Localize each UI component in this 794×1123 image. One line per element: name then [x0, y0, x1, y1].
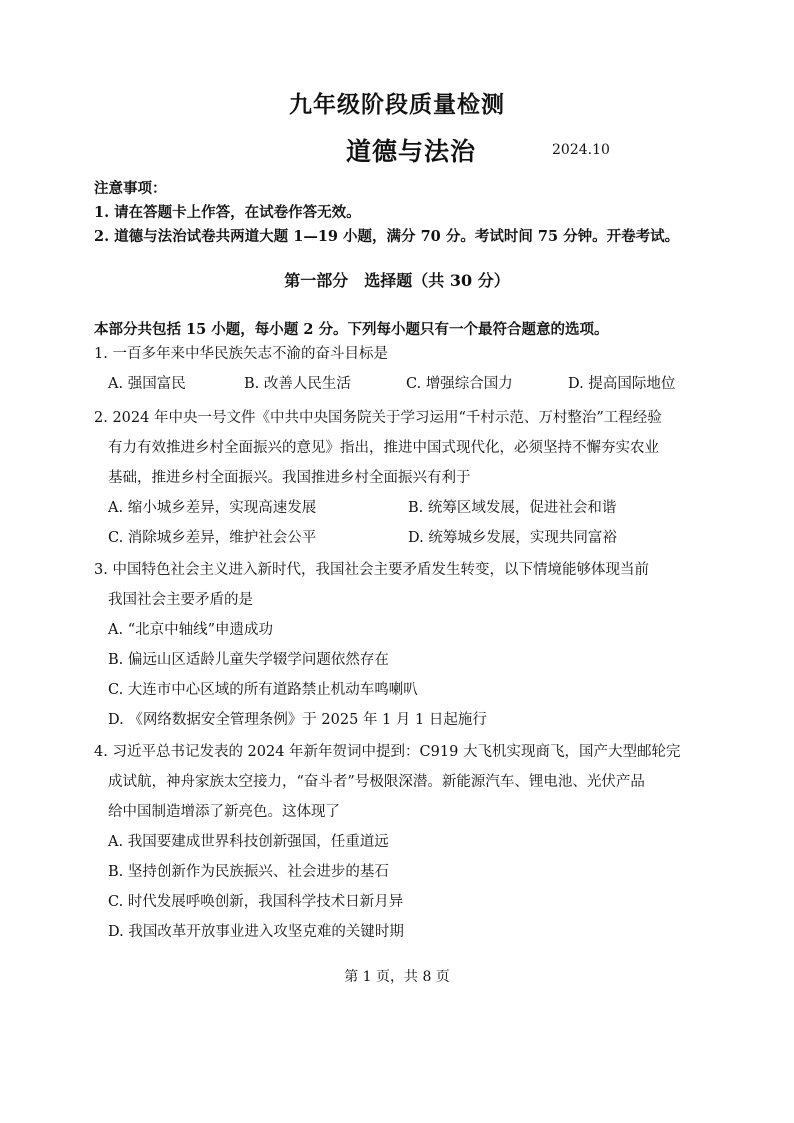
question-2-option-c: C. 消除城乡差异，维护社会公平 — [108, 530, 317, 546]
question-2-stem-line-1: 2. 2024 年中央一号文件《中共中央国务院关于学习运用“千村示范、万村整治”工程经验 — [94, 410, 662, 426]
question-2-option-b: B. 统筹区域发展，促进社会和谐 — [408, 500, 617, 516]
question-3-option-c: C. 大连市中心区域的所有道路禁止机动车鸣喇叭 — [108, 682, 418, 698]
subject-title: 道德与法治 — [346, 137, 477, 166]
question-4-option-d: D. 我国改革开放事业进入攻坚克难的关键时期 — [108, 924, 404, 940]
page-number: 第 1 页，共 8 页 — [344, 969, 450, 985]
question-3-option-b: B. 偏远山区适龄儿童失学辍学问题依然存在 — [108, 652, 389, 668]
section-title: 第一部分 选择题（共 30 分） — [284, 271, 510, 290]
question-1-stem: 1. 一百多年来中华民族矢志不渝的奋斗目标是 — [94, 346, 388, 362]
question-4-stem-line-2: 成试航，神舟家族太空接力，“奋斗者”号极限深潜。新能源汽车、锂电池、光伏产品 — [108, 774, 645, 790]
question-4-option-b: B. 坚持创新作为民族振兴、社会进步的基石 — [108, 864, 389, 880]
question-1-option-b: B. 改善人民生活 — [244, 376, 351, 392]
question-2-stem-line-3: 基础，推进乡村全面振兴。我国推进乡村全面振兴有利于 — [108, 470, 471, 486]
exam-date: 2024.10 — [552, 142, 610, 158]
notice-heading: 注意事项： — [94, 180, 167, 197]
question-3-stem-line-1: 3. 中国特色社会主义进入新时代，我国社会主要矛盾发生转变，以下情境能够体现当前 — [94, 562, 649, 578]
question-2-option-d: D. 统筹城乡发展，实现共同富裕 — [408, 530, 617, 546]
question-3-option-a: A. “北京中轴线”申遗成功 — [108, 622, 274, 638]
question-1-option-a: A. 强国富民 — [108, 376, 186, 392]
question-4-stem-line-1: 4. 习近平总书记发表的 2024 年新年贺词中提到：C919 大飞机实现商飞，国产大型邮轮完 — [94, 744, 681, 760]
question-3-stem-line-2: 我国社会主要矛盾的是 — [108, 592, 253, 608]
notice-item-1: 1. 请在答题卡上作答，在试卷作答无效。 — [94, 204, 361, 221]
question-4-stem-line-3: 给中国制造增添了新亮色。这体现了 — [108, 804, 340, 820]
question-2-option-a: A. 缩小城乡差异，实现高速发展 — [108, 500, 317, 516]
question-3-option-d: D. 《网络数据安全管理条例》于 2025 年 1 月 1 日起施行 — [108, 712, 487, 728]
notice-item-2: 2. 道德与法治试卷共两道大题 1—19 小题，满分 70 分。考试时间 75 分钟。开卷考试。 — [94, 228, 680, 245]
question-4-option-a: A. 我国要建成世界科技创新强国，任重道远 — [108, 834, 389, 850]
question-1-option-c: C. 增强综合国力 — [406, 376, 513, 392]
question-4-option-c: C. 时代发展呼唤创新，我国科学技术日新月异 — [108, 894, 404, 910]
exam-title: 九年级阶段质量检测 — [289, 91, 505, 118]
question-1-option-d: D. 提高国际地位 — [568, 376, 676, 392]
section-instruction: 本部分共包括 15 小题，每小题 2 分。下列每小题只有一个最符合题意的选项。 — [94, 321, 609, 338]
question-2-stem-line-2: 有力有效推进乡村全面振兴的意见》指出，推进中国式现代化，必须坚持不懈夯实农业 — [108, 440, 659, 456]
